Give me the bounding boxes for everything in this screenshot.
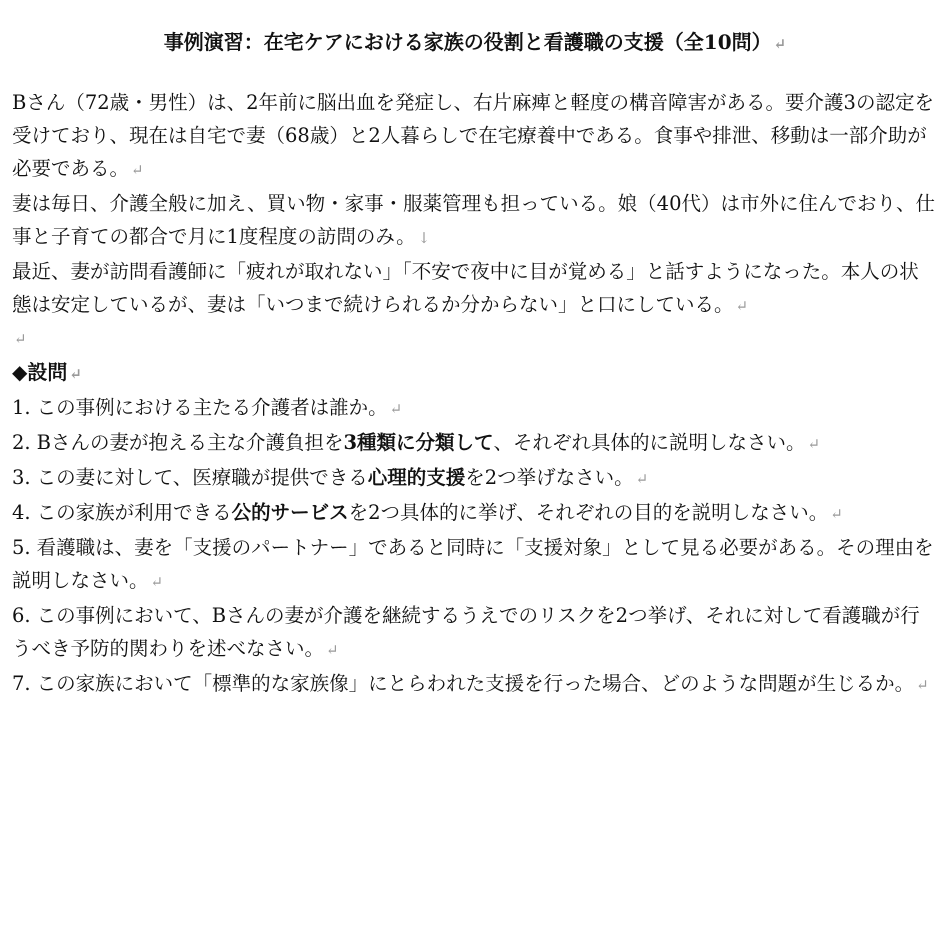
questions-heading-text: ◆設問 bbox=[12, 360, 68, 384]
empty-paragraph bbox=[12, 323, 938, 356]
question-item-5 bbox=[12, 531, 938, 599]
question-text-emphasis: 心理的支援 bbox=[367, 466, 466, 489]
paragraph-mark-icon: ↵ bbox=[150, 573, 164, 591]
question-text-pre: この家族が利用できる bbox=[36, 501, 232, 524]
document-page bbox=[12, 0, 938, 702]
question-number: 7. bbox=[12, 672, 31, 695]
question-number: 2. bbox=[12, 431, 31, 454]
question-text-post: 、それぞれ具体的に説明しなさい。 bbox=[493, 431, 806, 454]
question-number: 3. bbox=[12, 466, 31, 489]
paragraph-mark-icon: ↵ bbox=[326, 641, 339, 659]
title-text: 事例演習：在宅ケアにおける家族の役割と看護職の支援（全10問） bbox=[163, 30, 772, 54]
question-item-3 bbox=[12, 461, 938, 496]
paragraph-mark-icon: ↵ bbox=[14, 330, 27, 348]
question-number: 6. bbox=[12, 604, 31, 627]
case-paragraph-1 bbox=[12, 86, 938, 187]
case-text-1: Bさん（72歳・男性）は、2年前に脳出血を発症し、右片麻痺と軽度の構音障害がある。要介護3の認定を受けており、現在は自宅で妻（68歳）と2人暮らしで在宅療養中である。食事や排泄、移動は一部介助が必要である。 bbox=[12, 91, 934, 180]
question-text-pre: Bさんの妻が抱える主な介護負担を bbox=[36, 431, 344, 454]
paragraph-mark-icon: ↵ bbox=[389, 400, 403, 418]
case-paragraph-2 bbox=[12, 187, 938, 255]
question-item-6 bbox=[12, 599, 938, 667]
question-item-1 bbox=[12, 391, 938, 426]
question-item-4 bbox=[12, 496, 938, 531]
question-item-7 bbox=[12, 667, 938, 702]
question-text-emphasis: 公的サービス bbox=[231, 501, 349, 524]
question-text-emphasis: 3種類に分類して bbox=[343, 431, 494, 454]
question-text-post: を2つ挙げなさい。 bbox=[465, 466, 634, 489]
line-break-mark-icon: ↓ bbox=[417, 229, 431, 247]
questions-heading bbox=[12, 356, 938, 391]
question-text-pre: この妻に対して、医療職が提供できる bbox=[36, 466, 368, 489]
case-text-2: 妻は毎日、介護全般に加え、買い物・家事・服薬管理も担っている。娘（40代）は市外に住んでおり、仕事と子育ての都合で月に1度程度の訪問のみ。 bbox=[12, 192, 935, 248]
question-text: この事例における主たる介護者は誰か。 bbox=[36, 396, 388, 419]
question-number: 1. bbox=[12, 396, 31, 419]
paragraph-mark-icon: ↵ bbox=[131, 161, 144, 179]
paragraph-mark-icon: ↵ bbox=[635, 470, 649, 488]
paragraph-mark-icon: ↵ bbox=[830, 505, 843, 523]
question-text-post: を2つ具体的に挙げ、それぞれの目的を説明しなさい。 bbox=[348, 501, 829, 524]
question-text: 看護職は、妻を「支援のパートナー」であると同時に「支援対象」として見る必要がある。その理由を説明しなさい。 bbox=[12, 536, 934, 592]
question-item-2 bbox=[12, 426, 938, 461]
paragraph-mark-icon: ↵ bbox=[916, 676, 929, 694]
paragraph-mark-icon: ↵ bbox=[69, 365, 82, 383]
case-text-3: 最近、妻が訪問看護師に「疲れが取れない」「不安で夜中に目が覚める」と話すようになった。本人の状態は安定しているが、妻は「いつまで続けられるか分からない」と口にしている。 bbox=[12, 260, 919, 316]
paragraph-mark-icon: ↵ bbox=[735, 297, 749, 315]
question-number: 4. bbox=[12, 501, 31, 524]
question-number: 5. bbox=[12, 536, 31, 559]
document-title bbox=[12, 0, 938, 54]
case-paragraph-3 bbox=[12, 255, 938, 323]
paragraph-mark-icon: ↵ bbox=[807, 435, 821, 453]
paragraph-mark-icon: ↵ bbox=[773, 35, 787, 53]
question-text: この事例において、Bさんの妻が介護を継続するうえでのリスクを2つ挙げ、それに対して看護職が行うべき予防的関わりを述べなさい。 bbox=[12, 604, 920, 660]
question-text: この家族において「標準的な家族像」にとらわれた支援を行った場合、どのような問題が生じるか。 bbox=[36, 672, 915, 695]
